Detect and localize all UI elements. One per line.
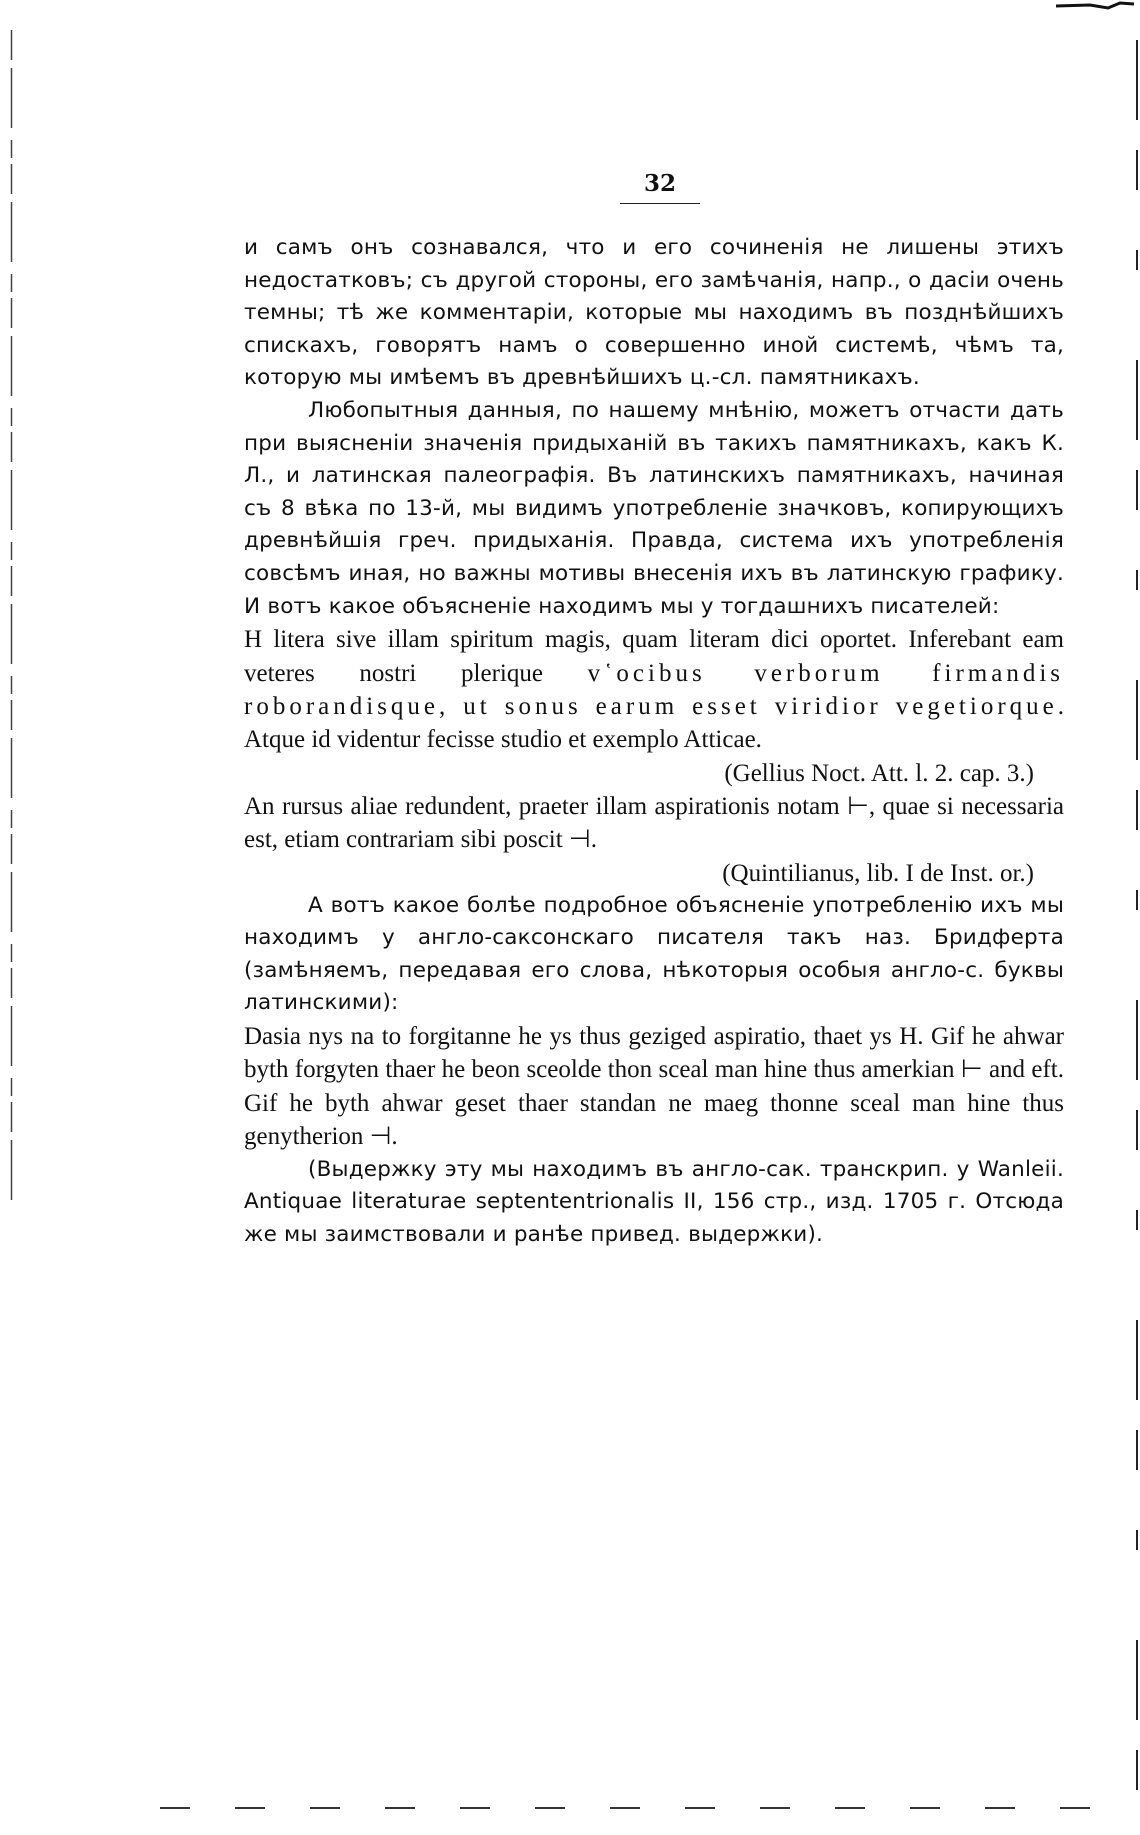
quote-byrhtferth: Dasia nys na to forgitanne he ys thus geziged aspiratio, thaet ys H. Gif he ahwar byth forgyten thaer he beon sceolde thon sceal man hine thus amerkian ⊢ and eft. Gif he byth ahwar geset thaer standan ne maeg thonne sceal man hine thus genytherion ⊣. bbox=[244, 1022, 1064, 1151]
page-text bbox=[244, 232, 1064, 1251]
page-number-rule bbox=[620, 203, 700, 204]
citation-quintilian: (Quintilianus, lib. I de Inst. or.) bbox=[722, 859, 1034, 887]
quote-gellius: H litera sive illam spiritum magis, quam literam dici oportet. Inferebant eam veteres nostri plerique v῾ocibus verborum firmandis roborandisque, ut sonus earum esset viridior vegetiorque. Atque id videntur fecisse studio et exemplo Atticae. bbox=[244, 626, 1064, 754]
paragraph-3: А вотъ какое болѣе подробное объясненіе употребленію ихъ мы находимъ у англо-саксонскаго писателя такъ наз. Бридферта (замѣняемъ, передавая его слова, нѣкоторыя особыя англо-с. буквы латинскими): bbox=[244, 892, 1064, 1016]
page-number: 32 bbox=[643, 170, 676, 197]
paragraph-2: Любопытныя данныя, по нашему мнѣнію, можетъ отчасти дать при выясненіи значенія придыханій въ такихъ памятникахъ, какъ К. Л., и латинская палеографія. Въ латинскихъ памятникахъ, начиная съ 8 вѣка по 13-й, мы видимъ употребленіе значковъ, копирующихъ древнѣйшія греч. придыханія. Правда, система ихъ употребленія совсѣмъ иная, но важны мотивы внесенія ихъ въ латинскую графику. И вотъ какое объясненіе находимъ мы у тогдашнихъ писателей: bbox=[244, 397, 1064, 619]
paragraph-4: (Выдержку эту мы находимъ въ англо-сак. транскрип. у Wanleii. Antiquae literaturae septententrionalis II, 156 стр., изд. 1705 г. Отсюда же мы заимствовали и ранѣе привед. выдержки). bbox=[244, 1156, 1064, 1247]
bottom-edge-dashes bbox=[160, 1803, 1120, 1813]
quote-quintilian: An rursus aliae redundent, praeter illam aspirationis notam ⊢, quae si necessaria est, etiam contrariam sibi poscit ⊣. bbox=[244, 792, 1064, 854]
paragraph-1: и самъ онъ сознавался, что и его сочиненія не лишены этихъ недостатковъ; съ другой стороны, его замѣчанія, напр., о дасіи очень темны; тѣ же комментаріи, которые мы находимъ въ позднѣйшихъ спискахъ, говорятъ намъ о совершенно иной системѣ, чѣмъ та, которую мы имѣемъ въ древнѣйшихъ ц.-сл. памятникахъ. bbox=[244, 235, 1064, 391]
scan-edge-right bbox=[1128, 0, 1140, 1835]
scan-edge-mark-top bbox=[1050, 0, 1140, 10]
citation-gellius: (Gellius Noct. Att. l. 2. cap. 3.) bbox=[724, 759, 1034, 787]
scan-edge-left bbox=[10, 30, 13, 1210]
